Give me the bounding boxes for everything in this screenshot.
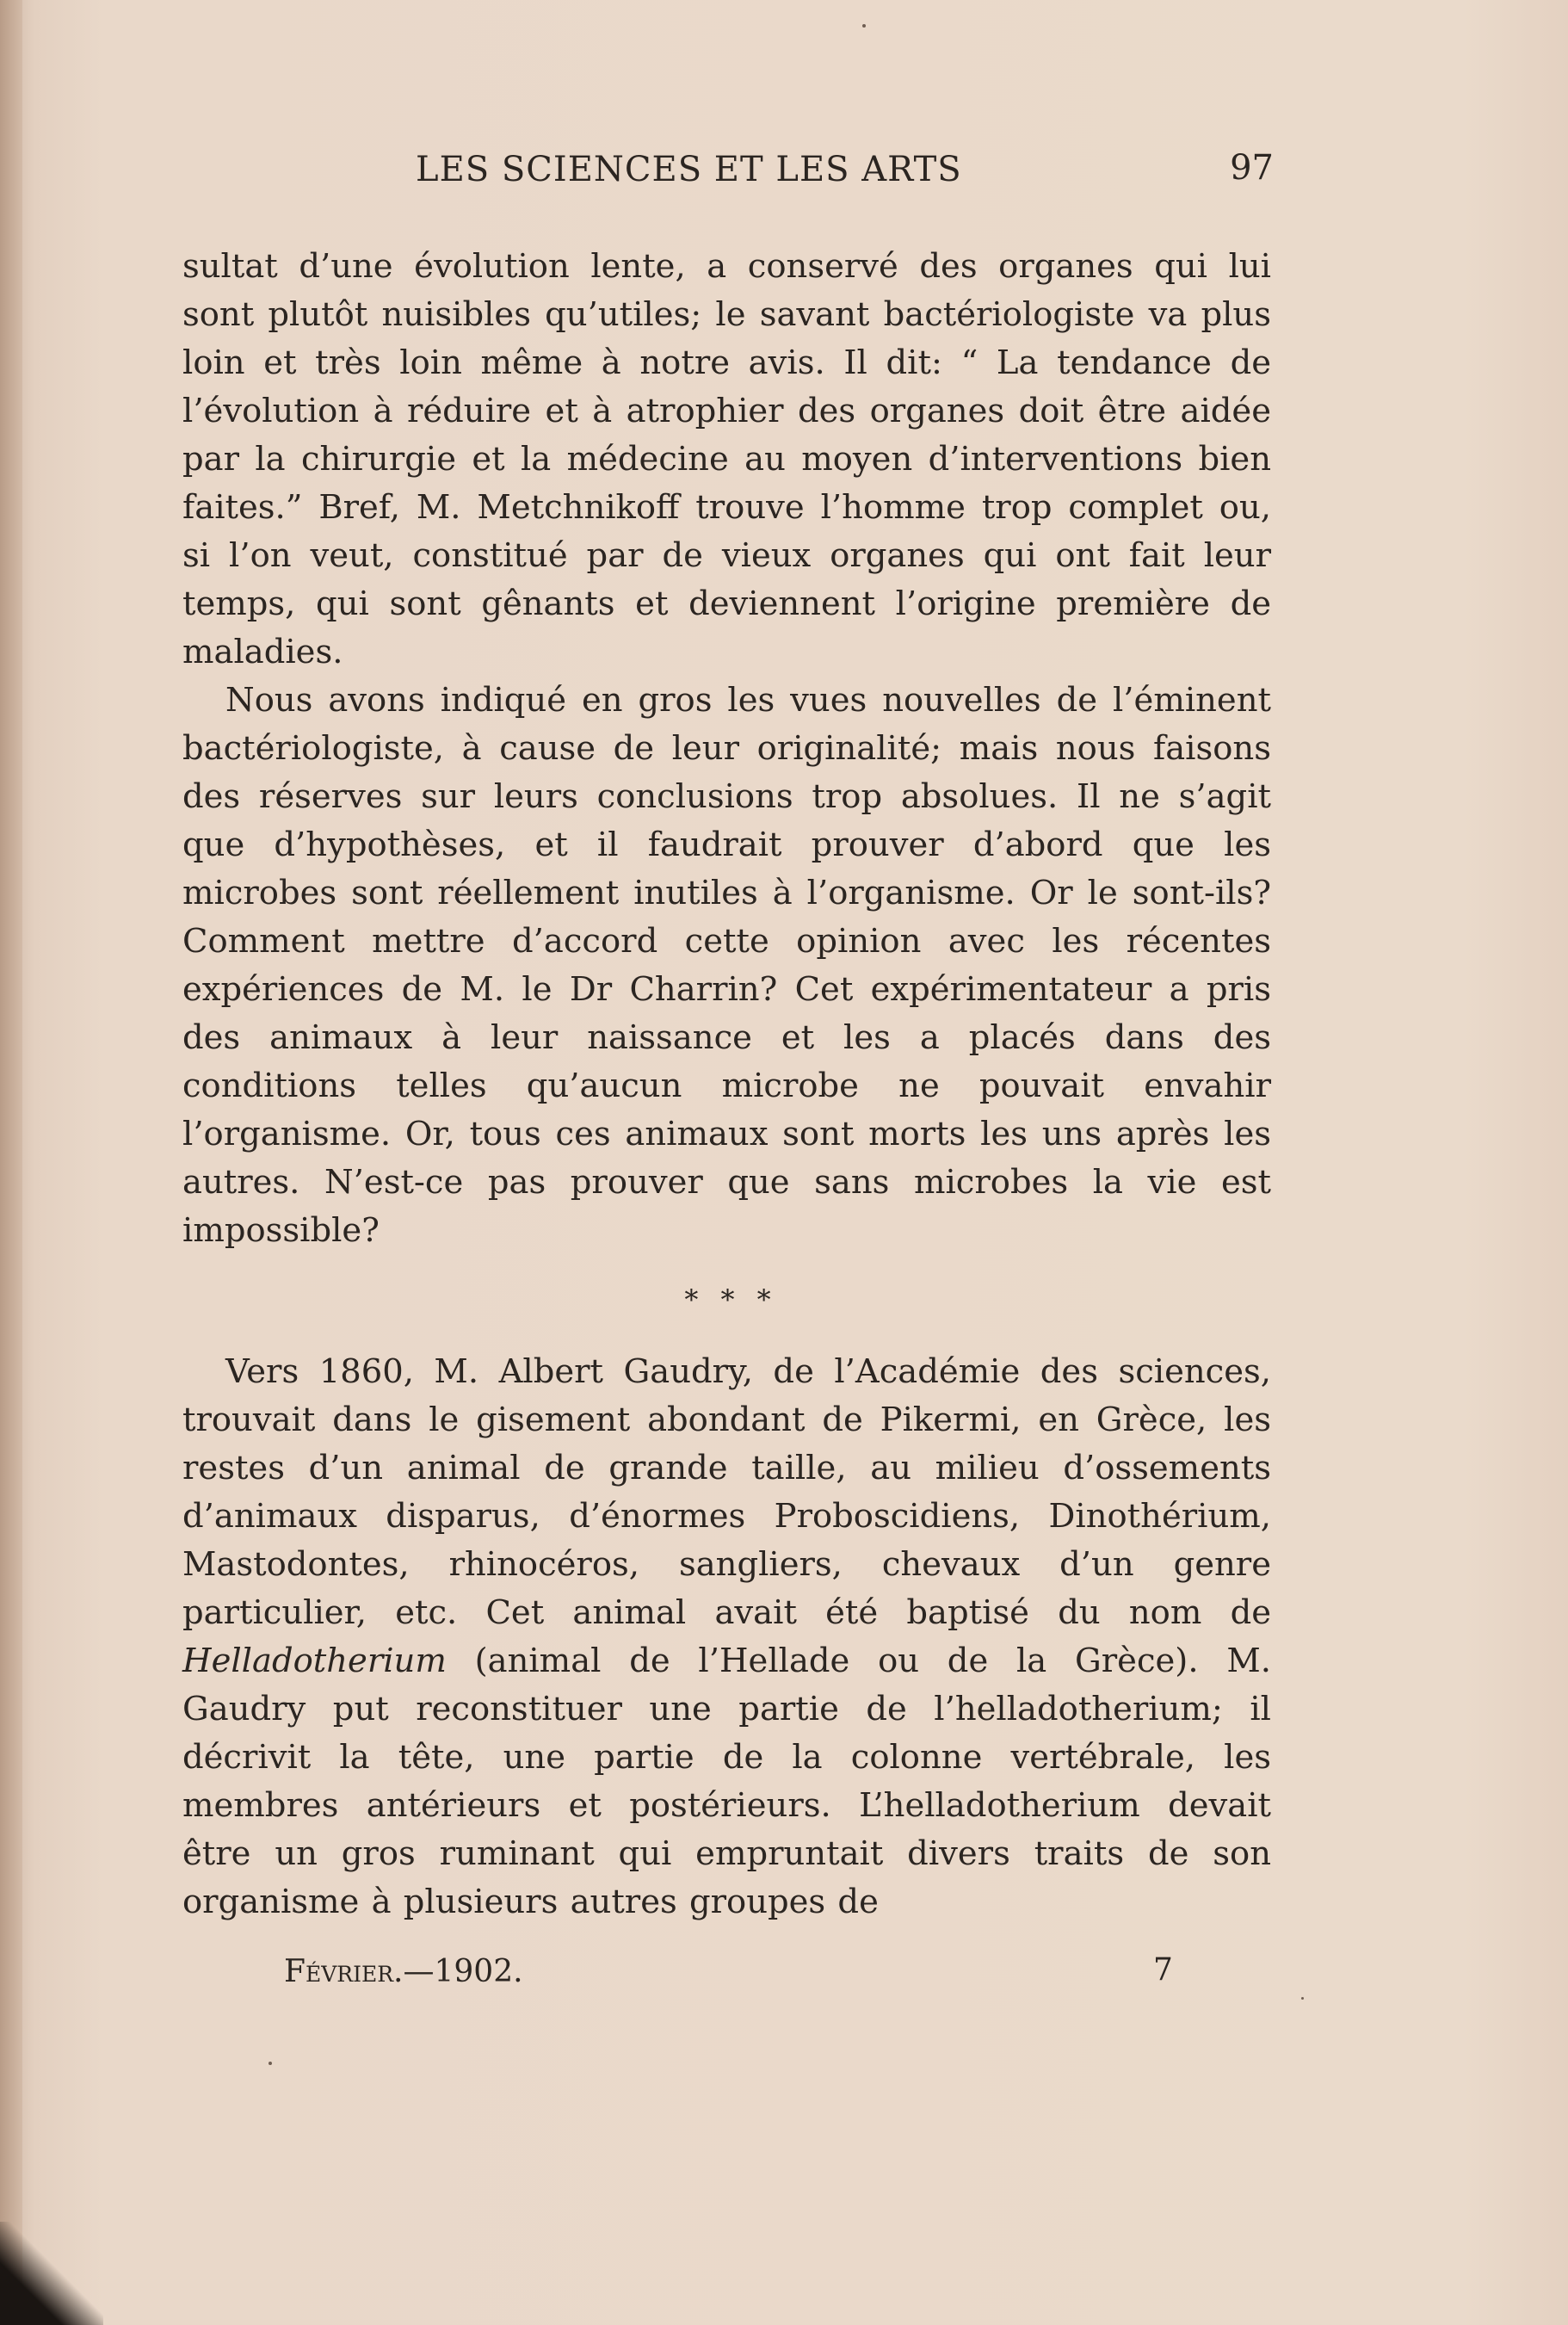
paragraph-continuation: sultat d’une évolution lente, a conservé des organes qui lui sont plutôt nuisibles qu’utiles; le savant bactériologiste va plus loin et très loin même à notre avis. Il dit: “ La tendance de l’évolution à réduire et à atrophier des organes doit être aidée par la chirurgie et la médecine au moyen d’interventions bien faites.” Bref, M. Metchnikoff trouve l’homme trop complet ou, si l’on veut, constitué par de vieux organes qui ont fait leur temps, qui sont gênants et deviennent l’origine première de maladies. (182, 247, 1271, 671)
paper-speck (269, 2062, 272, 2065)
corner-shadow (0, 2222, 103, 2325)
page-footer (284, 1954, 1179, 2006)
footer-date: Février.—1902. (284, 1954, 523, 1989)
section-separator: * * * (684, 1283, 778, 1316)
paragraph-metchnikoff-critique: Nous avons indiqué en gros les vues nouvelles de l’éminent bactériologiste, à cause de leur originalité; mais nous faisons des réserves sur leurs conclusions trop absolues. Il ne s’agit que d’hypothèses, et il faudrait prouver d’abord que les microbes sont réellement inutiles à l’organisme. Or le sont-ils? Comment mettre d’accord cette opinion avec les récentes expériences de M. le Dr Charrin? Cet expérimentateur a pris des animaux à leur naissance et les a placés dans des conditions telles qu’aucun microbe ne pouvait envahir l’organisme. Or, tous ces animaux sont morts les uns après les autres. N’est-ce pas prouver que sans microbes la vie est impossible? (182, 681, 1271, 1250)
paper-speck (862, 24, 866, 28)
paragraph-helladotherium (182, 1348, 1271, 1926)
running-header (181, 146, 1274, 207)
running-title: LES SCIENCES ET LES ARTS (416, 150, 962, 189)
paragraph-text-end: (animal de l’Hellade ou de la Grèce). M. Gaudry put reconstituer une partie de l’helladotherium; il décrivit la tête, une partie de la colonne vertébrale, les membres antérieurs et postérieurs. L’helladotherium devait être un gros ruminant qui empruntait divers traits de son organisme à plusieurs autres groupes de (182, 1642, 1271, 1921)
book-spine-edge (0, 0, 22, 2325)
italic-genus-name: Helladotherium (182, 1642, 447, 1680)
paper-speck (1301, 1997, 1304, 2000)
paragraph-text-start: Vers 1860, M. Albert Gaudry, de l’Académie des sciences, trouvait dans le gisement abondant de Pikermi, en Grèce, les restes d’un animal de grande taille, au milieu d’ossements d’animaux disparus, d’énormes Proboscidiens, Dinothérium, Mastodontes, rhinocéros, sangliers, chevaux d’un genre particulier, etc. Cet animal avait été baptisé du nom de (182, 1352, 1271, 1632)
signature-mark: 7 (1153, 1952, 1173, 1988)
body-text (182, 243, 1271, 1926)
page-number: 97 (1230, 148, 1274, 188)
